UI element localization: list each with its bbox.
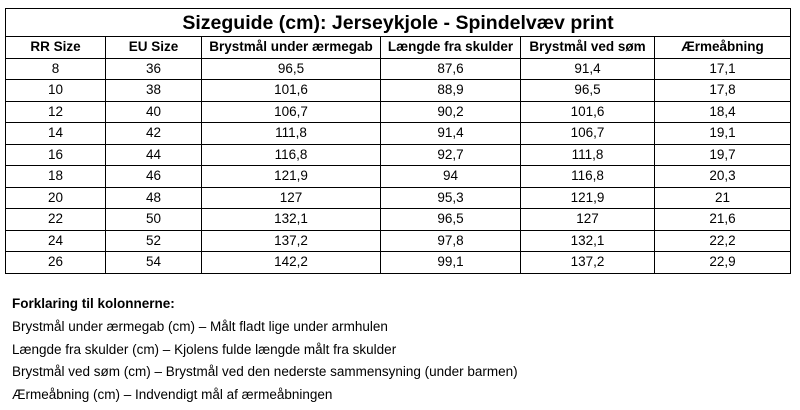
length-from-shoulder-cell: 90,2 xyxy=(381,101,521,123)
chest-at-seam-cell: 116,8 xyxy=(521,166,655,188)
legend-item: Brystmål under ærmegab (cm) – Målt fladt lige under armhulen xyxy=(12,319,388,334)
table-row xyxy=(6,123,791,145)
length-from-shoulder-cell: 88,9 xyxy=(381,80,521,102)
chest-at-seam-cell: 106,7 xyxy=(521,123,655,145)
chest-at-seam-cell: 121,9 xyxy=(521,187,655,209)
length-from-shoulder-cell: 97,8 xyxy=(381,230,521,252)
column-header-rr-size: RR Size xyxy=(6,37,106,59)
table-body xyxy=(6,58,791,273)
chest-under-armhole-cell: 132,1 xyxy=(202,209,381,231)
length-from-shoulder-cell: 92,7 xyxy=(381,144,521,166)
table-row xyxy=(6,144,791,166)
legend-item: Brystmål ved søm (cm) – Brystmål ved den nederste sammensyning (under barmen) xyxy=(12,364,518,379)
eu-size-cell: 36 xyxy=(106,58,202,80)
column-header-chest-at-seam: Brystmål ved søm xyxy=(521,37,655,59)
eu-size-cell: 40 xyxy=(106,101,202,123)
rr-size-cell: 26 xyxy=(6,252,106,274)
legend-item: Ærmeåbning (cm) – Indvendigt mål af ærmeåbningen xyxy=(12,386,333,402)
rr-size-cell: 22 xyxy=(6,209,106,231)
rr-size-cell: 20 xyxy=(6,187,106,209)
sleeve-opening-cell: 21,6 xyxy=(655,209,791,231)
eu-size-cell: 44 xyxy=(106,144,202,166)
column-header-sleeve-opening: Ærmeåbning xyxy=(655,37,791,59)
sleeve-opening-cell: 21 xyxy=(655,187,791,209)
sleeve-opening-cell: 22,2 xyxy=(655,230,791,252)
legend-heading: Forklaring til kolonnerne: xyxy=(12,296,175,311)
eu-size-cell: 50 xyxy=(106,209,202,231)
chest-under-armhole-cell: 106,7 xyxy=(202,101,381,123)
chest-under-armhole-cell: 121,9 xyxy=(202,166,381,188)
table-row xyxy=(6,252,791,274)
chest-under-armhole-cell: 142,2 xyxy=(202,252,381,274)
rr-size-cell: 18 xyxy=(6,166,106,188)
rr-size-cell: 8 xyxy=(6,58,106,80)
chest-at-seam-cell: 132,1 xyxy=(521,230,655,252)
rr-size-cell: 16 xyxy=(6,144,106,166)
length-from-shoulder-cell: 99,1 xyxy=(381,252,521,274)
chest-under-armhole-cell: 127 xyxy=(202,187,381,209)
size-table xyxy=(5,8,791,274)
table-row xyxy=(6,58,791,80)
column-legend xyxy=(12,294,792,406)
chest-at-seam-cell: 91,4 xyxy=(521,58,655,80)
table-row xyxy=(6,209,791,231)
chest-at-seam-cell: 96,5 xyxy=(521,80,655,102)
table-row xyxy=(6,101,791,123)
table-row xyxy=(6,80,791,102)
size-guide xyxy=(5,8,790,402)
chest-at-seam-cell: 127 xyxy=(521,209,655,231)
eu-size-cell: 42 xyxy=(106,123,202,145)
legend-item: Længde fra skulder (cm) – Kjolens fulde længde målt fra skulder xyxy=(12,341,397,357)
eu-size-cell: 38 xyxy=(106,80,202,102)
length-from-shoulder-cell: 91,4 xyxy=(381,123,521,145)
sleeve-opening-cell: 19,1 xyxy=(655,123,791,145)
column-header-length-from-shoulder: Længde fra skulder xyxy=(381,37,521,59)
sleeve-opening-cell: 17,1 xyxy=(655,58,791,80)
eu-size-cell: 48 xyxy=(106,187,202,209)
table-row xyxy=(6,230,791,252)
rr-size-cell: 24 xyxy=(6,230,106,252)
length-from-shoulder-cell: 94 xyxy=(381,166,521,188)
chest-under-armhole-cell: 137,2 xyxy=(202,230,381,252)
eu-size-cell: 46 xyxy=(106,166,202,188)
length-from-shoulder-cell: 87,6 xyxy=(381,58,521,80)
sleeve-opening-cell: 20,3 xyxy=(655,166,791,188)
chest-under-armhole-cell: 101,6 xyxy=(202,80,381,102)
sleeve-opening-cell: 22,9 xyxy=(655,252,791,274)
chest-at-seam-cell: 111,8 xyxy=(521,144,655,166)
chest-under-armhole-cell: 96,5 xyxy=(202,58,381,80)
length-from-shoulder-cell: 95,3 xyxy=(381,187,521,209)
column-header-eu-size: EU Size xyxy=(106,37,202,59)
eu-size-cell: 52 xyxy=(106,230,202,252)
chest-at-seam-cell: 101,6 xyxy=(521,101,655,123)
eu-size-cell: 54 xyxy=(106,252,202,274)
sleeve-opening-cell: 18,4 xyxy=(655,101,791,123)
column-header-chest-under-armhole: Brystmål under ærmegab xyxy=(202,37,381,59)
chest-under-armhole-cell: 111,8 xyxy=(202,123,381,145)
table-title: Sizeguide (cm): Jerseykjole - Spindelvæv print xyxy=(6,9,791,37)
sleeve-opening-cell: 17,8 xyxy=(655,80,791,102)
length-from-shoulder-cell: 96,5 xyxy=(381,209,521,231)
header-row xyxy=(6,37,791,59)
table-row xyxy=(6,187,791,209)
chest-at-seam-cell: 137,2 xyxy=(521,252,655,274)
table-row xyxy=(6,166,791,188)
rr-size-cell: 10 xyxy=(6,80,106,102)
rr-size-cell: 12 xyxy=(6,101,106,123)
chest-under-armhole-cell: 116,8 xyxy=(202,144,381,166)
rr-size-cell: 14 xyxy=(6,123,106,145)
sleeve-opening-cell: 19,7 xyxy=(655,144,791,166)
